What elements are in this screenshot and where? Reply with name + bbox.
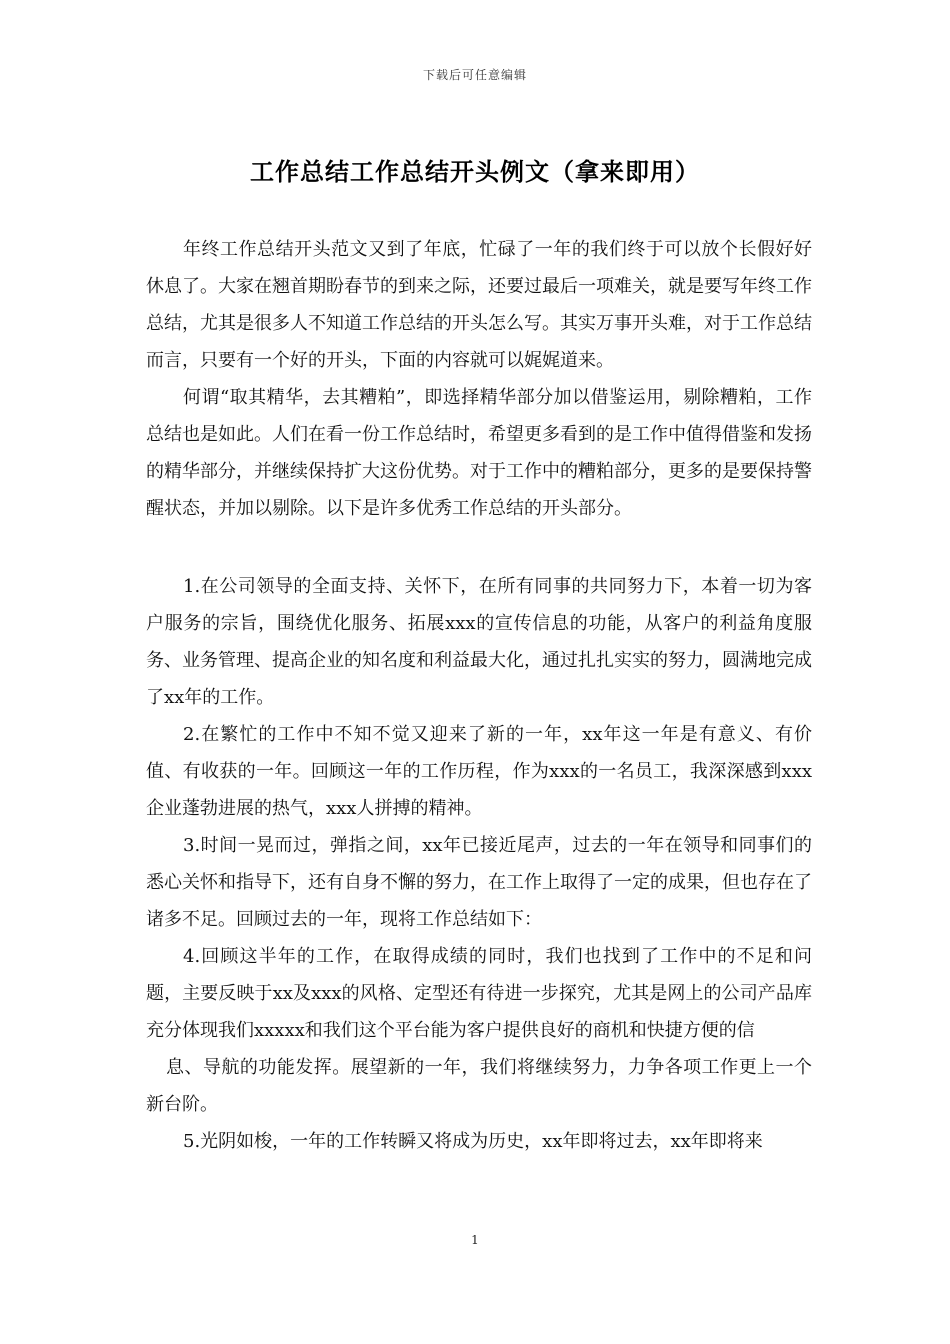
- document-title: 工作总结工作总结开头例文（拿来即用）: [250, 158, 700, 186]
- example-item: 1.在公司领导的全面支持、关怀下，在所有同事的共同努力下，本着一切为客户服务的宗旨，围绕优化服务、拓展xxx的宣传信息的功能，从客户的利益角度服务、业务管理、提高企业的知名度和利益最大化，通过扎扎实实的努力，圆满地完成了xx年的工作。: [146, 576, 812, 708]
- example-item: 5.光阴如梭，一年的工作转瞬又将成为历史，xx年即将过去，xx年即将来: [183, 1131, 763, 1152]
- example-item: 2.在繁忙的工作中不知不觉又迎来了新的一年，xx年这一年是有意义、有价值、有收获的一年。回顾这一年的工作历程，作为xxx的一名员工，我深深感到xxx企业蓬勃进展的热气，xxx人拼搏的精神。: [146, 724, 812, 819]
- intro-section: [146, 231, 812, 527]
- header-note: 下载后可任意编辑: [422, 68, 527, 82]
- example-item-continuation: 息、导航的功能发挥。展望新的一年，我们将继续努力，力争各项工作更上一个新台阶。: [146, 1057, 812, 1115]
- page-number: 1: [471, 1233, 479, 1247]
- example-item: 3.时间一晃而过，弹指之间，xx年已接近尾声，过去的一年在领导和同事们的悉心关怀和指导下，还有自身不懈的努力，在工作上取得了一定的成果，但也存在了诸多不足。回顾过去的一年，现将工作总结如下：: [146, 835, 812, 930]
- intro-paragraph: 年终工作总结开头范文又到了年底，忙碌了一年的我们终于可以放个长假好好休息了。大家在翘首期盼春节的到来之际，还要过最后一项难关，就是要写年终工作总结，尤其是很多人不知道工作总结的开头怎么写。其实万事开头难，对于工作总结而言，只要有一个好的开头，下面的内容就可以娓娓道来。: [146, 239, 812, 371]
- example-item: 4.回顾这半年的工作，在取得成绩的同时，我们也找到了工作中的不足和问题，主要反映于xx及xxx的风格、定型还有待进一步探究，尤其是网上的公司产品库充分体现我们xxxxx和我们这个平台能为客户提供良好的商机和快捷方便的信: [146, 946, 812, 1041]
- examples-section: [146, 568, 812, 1160]
- intro-paragraph: 何谓“取其精华，去其糟粕”，即选择精华部分加以借鉴运用，剔除糟粕，工作总结也是如此。人们在看一份工作总结时，希望更多看到的是工作中值得借鉴和发扬的精华部分，并继续保持扩大这份优势。对于工作中的糟粕部分，更多的是要保持警醒状态，并加以剔除。以下是许多优秀工作总结的开头部分。: [146, 387, 812, 519]
